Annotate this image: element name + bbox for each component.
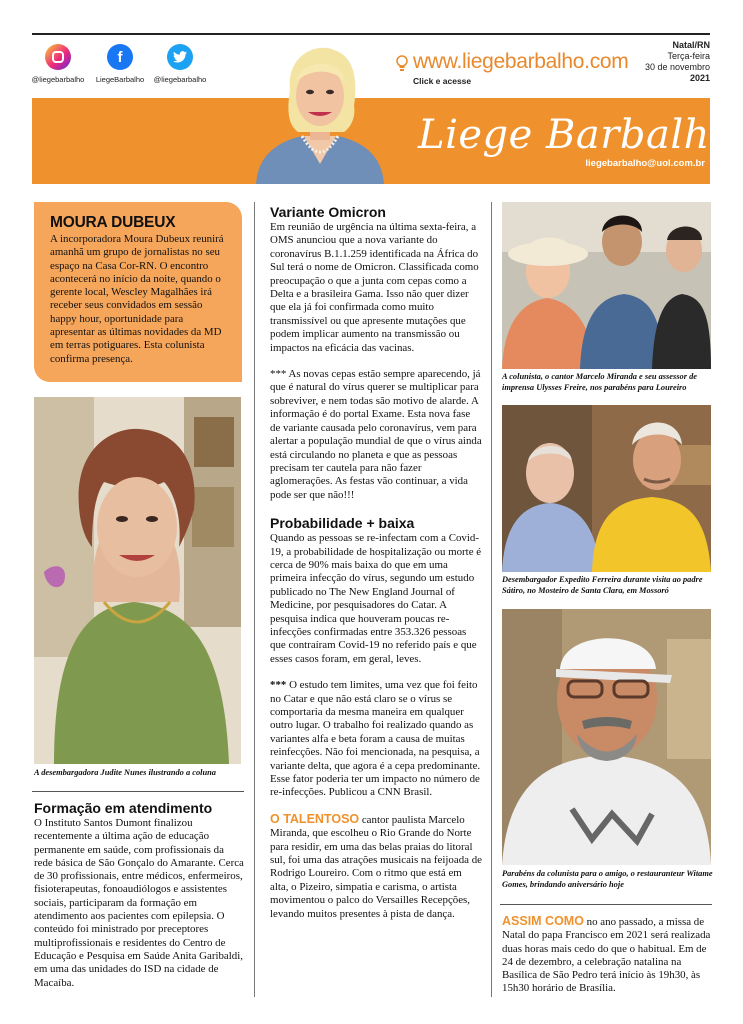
- probabilidade-paragraph-2: [270, 679, 482, 800]
- assim-como-section: [502, 915, 712, 996]
- top-rule: [32, 33, 710, 35]
- twitter-link[interactable]: [152, 44, 208, 84]
- instagram-link[interactable]: [30, 44, 86, 84]
- section-divider: [500, 904, 712, 905]
- formacao-body: O Instituto Santos Dumont finalizou recentemente a última ação de educação permanente em saúde, com profissionais da rede básica de São Gonçalo do Amarante. Cerca de 30 profissionais, entre médicos, enfermeiros, fisioterapeutas, fonoaudiólogos e assistentes sociais, participaram da formação em atendimento aos pacientes com epilepsia. O conteúdo foi ministrado por preceptores multiprofissionais e residentes do Centro de Educação e Pesquisa em Saúde Anita Garibaldi, em uma das unidades do ISD na cidade de Macaíba.: [34, 817, 244, 989]
- witame-gomes-photo: [502, 609, 711, 865]
- edition-day: 30 de novembro: [644, 62, 710, 72]
- column-brand: Liege Barbalho: [418, 112, 735, 158]
- formacao-title: Formação em atendimento: [34, 800, 213, 816]
- facebook-link[interactable]: [92, 44, 148, 84]
- instagram-handle: @liegebarbalho: [31, 75, 85, 84]
- talentoso-body: cantor paulista Marcelo Miranda, que escolheu o Rio Grande do Norte para residir, em uma das belas praias do litoral sul, foi uma das atrações musicais na feijoada de Rodrigo Loureiro. Com o ritmo que está em alta, o Pizeiro, simpatia e carisma, o artista movimentou o palco do Versailles Recepções, levando muitos presentes à pista de dança.: [270, 813, 482, 920]
- facebook-handle: LiegeBarbalho: [95, 75, 145, 84]
- talentoso-paragraph: [270, 813, 482, 921]
- talentoso-lead: O TALENTOSO: [270, 811, 360, 826]
- marcelo-miranda-caption: A colunista, o cantor Marcelo Miranda e seu assessor de imprensa Ulysses Freire, nos parabéns para Loureiro: [502, 372, 697, 392]
- assim-como-paragraph: [502, 915, 712, 996]
- edition-weekday: Terça-feira: [667, 51, 710, 61]
- website-url: www.liegebarbalho.com: [413, 50, 629, 73]
- judite-nunes-photo: [34, 397, 241, 764]
- marcelo-miranda-photo: [502, 202, 711, 369]
- expedito-ferreira-photo: [502, 405, 711, 572]
- probabilidade-lead: ***: [270, 679, 287, 692]
- lightbulb-icon: [395, 55, 409, 73]
- edition-date: [645, 40, 710, 84]
- assim-como-lead: ASSIM COMO: [502, 914, 584, 928]
- moura-dubeux-box: [34, 202, 242, 382]
- website-cta: Click e acesse: [413, 76, 472, 86]
- witame-gomes-caption: Parabéns da colunista para o amigo, o restauranteur Witame Gomes, brindando aniversário hoje: [502, 869, 713, 889]
- instagram-icon: [45, 44, 71, 70]
- moura-dubeux-title: MOURA DUBEUX: [50, 214, 176, 231]
- edition-year: 2021: [689, 73, 710, 83]
- omicron-paragraph-2: *** As novas cepas estão sempre aparecendo, já que é natural do vírus querer se multiplicar para sobreviver, e nem todas são motivo de alarde. A informação é do portal Exame. Esta nova fase de variante causada pelo coronavírus, vem para alertar a população mundial de que o vírus ainda está circulando no planeta e que as pessoas precisam ter cautela para não fazer aglomerações. As festas vão continuar, a vida pode ser que não!!!: [270, 368, 482, 501]
- center-column: [270, 204, 482, 921]
- probabilidade-paragraph-1: Quando as pessoas se re-infectam com a Covid-19, a probabilidade de hospitalização ou morte é cerca de 90% mais baixa do que em uma primeira infecção do vírus, segundo um estudo publicado no The New England Journal of Medicine, por pesquisadores do Catar. A pesquisa indica que houveram poucas re-infecções confirmadas entre 353.326 pessoas que contraíram Covid-19 no referido país e que esses casos foram, em geral, leves.: [270, 532, 482, 665]
- twitter-handle: @liegebarbalho: [153, 75, 207, 84]
- moura-dubeux-body: A incorporadora Moura Dubeux reunirá amanhã um grupo de jornalistas no seu espaço na Casa Cor-RN. O encontro acontecerá no início da noite, quando o gerente local, Wescley Magalhães irá receber seus convidados em sessão happy hour, oportunidade para apresentar as últimas novidades da MD em terras potiguares. Esta colunista confirma presença.: [50, 233, 224, 365]
- section-divider: [32, 791, 244, 792]
- facebook-icon: f: [107, 44, 133, 70]
- omicron-paragraph-1: Em reunião de urgência na última sexta-feira, a OMS anunciou que a nova variante do coronavírus B.1.1.259 identificada na África do Sul terá o nome de Omicron. Classificada como preocupação o que a junta com cepas como a Delta e a brasileira Gama. Isso não quer dizer que ela já foi confirmada como muito transmissível ou que apresente mutações que podem implicar aumento na transmissão ou impactos na eficácia das vacinas.: [270, 221, 479, 354]
- formacao-section: [34, 800, 244, 990]
- expedito-ferreira-caption: Desembargador Expedito Ferreira durante visita ao padre Sátiro, no Mosteiro de Santa Clara, em Mossoró: [502, 575, 703, 595]
- probabilidade-title: Probabilidade + baixa: [270, 515, 415, 532]
- assim-como-body: no ano passado, a missa de Natal do papa Francisco em 2021 será realizada duas horas mais cedo do que o habitual. Em de 24 de dezembro, a celebração natalina na Basílica de São Pedro terá início às 19h30, às 15h30 horário de Brasília.: [502, 916, 711, 995]
- contact-email[interactable]: liegebarbalho@uol.com.br: [585, 158, 705, 169]
- edition-city: Natal/RN: [672, 40, 710, 50]
- twitter-icon: [167, 44, 193, 70]
- columnist-portrait: [246, 36, 394, 184]
- column-divider-1: [254, 202, 255, 997]
- omicron-title: Variante Omicron: [270, 204, 386, 220]
- column-divider-2: [491, 202, 492, 997]
- judite-nunes-caption: A desembargadora Judite Nunes ilustrando a coluna: [34, 768, 216, 777]
- probabilidade-body: O estudo tem limites, uma vez que foi feito no Catar e que não está claro se o vírus se comportaria da mesma maneira em qualquer outro lugar. O trabalho foi realizado quando as variantes alfa e beta foram a causa de muitas reinfecções. Não foi mencionada, na pesquisa, a variante delta, que agora é a cepa predominante. Esse fator poderia ter um impacto no número de re-infecções. Publicou a CNN Brasil.: [270, 679, 481, 799]
